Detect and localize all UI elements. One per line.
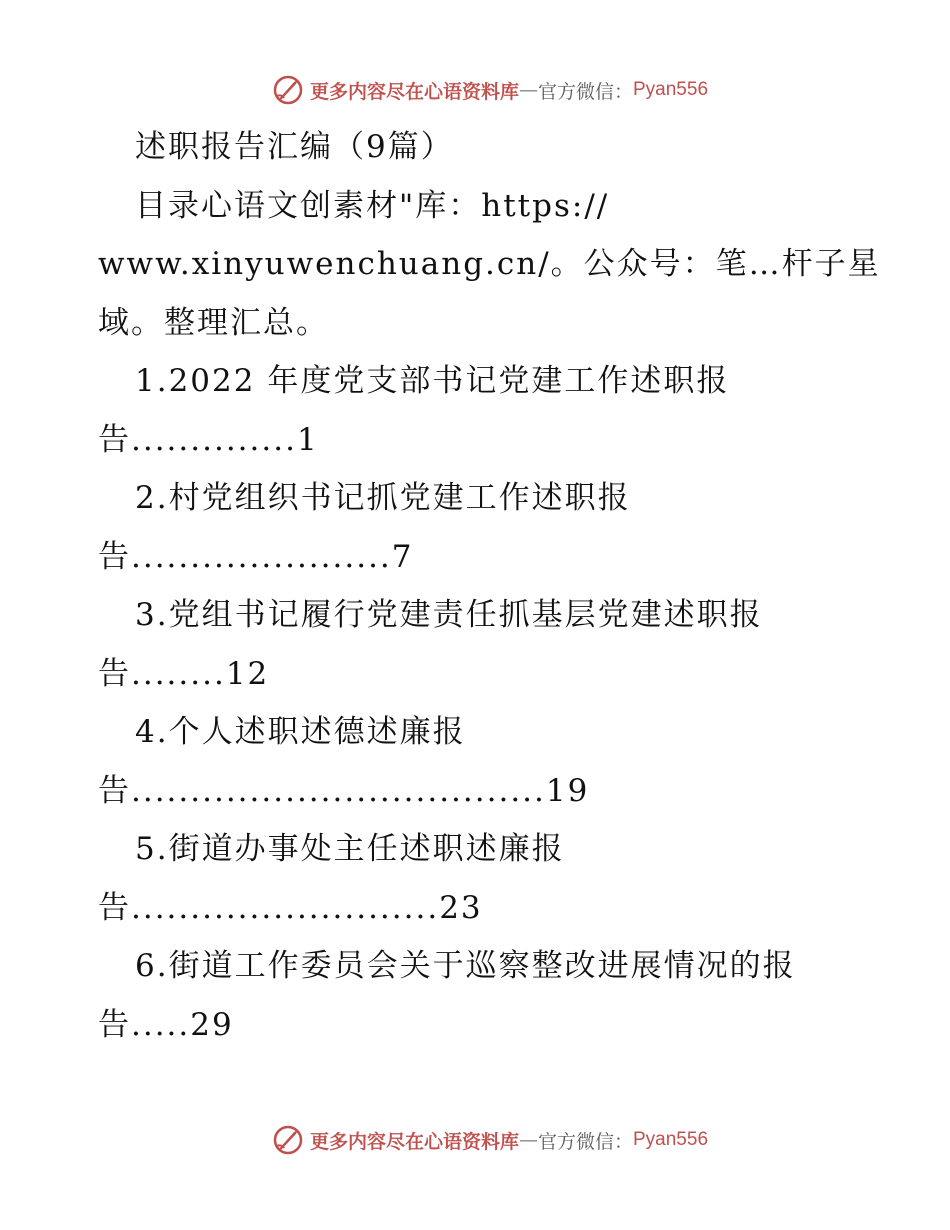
watermark-sub-text: 官方微信：	[537, 80, 633, 103]
intro-line-3: 域。整理汇总。	[98, 304, 329, 341]
watermark-wechat-id: Pyan556	[633, 79, 709, 100]
toc-item-leader: 告..............1	[98, 421, 319, 458]
watermark-dash: —	[518, 1129, 538, 1151]
toc-item-title: 3.党组书记履行党建责任抓基层党建述职报	[135, 597, 763, 633]
header-watermark	[0, 70, 950, 110]
watermark-main-text: 更多内容尽在心语资料库	[309, 1130, 519, 1153]
toc-item-leader: 告..........................23	[98, 889, 483, 926]
document-body	[98, 118, 881, 1054]
watermark-dash: —	[518, 79, 538, 101]
intro-line-2: www.xinyuwenchuang.cn/。公众号：笔…杆子星	[98, 246, 881, 282]
quill-pen-logo-icon	[272, 74, 304, 106]
toc-item-title: 2.村党组织书记抓党建工作述职报	[135, 480, 631, 516]
intro-line-1: 目录心语文创素材"库：https://	[135, 187, 610, 224]
document-title: 述职报告汇编（9篇）	[135, 129, 454, 165]
toc-item-title: 1.2022 年度党支部书记党建工作述职报	[135, 363, 730, 399]
quill-pen-logo-icon	[272, 1124, 304, 1156]
toc-item-leader: 告......................7	[98, 538, 414, 575]
watermark-sub-text: 官方微信：	[537, 1130, 633, 1153]
toc-item-title: 5.街道办事处主任述职述廉报	[135, 831, 565, 867]
watermark-main-text: 更多内容尽在心语资料库	[309, 80, 519, 103]
toc-item-leader: 告...................................19	[98, 772, 590, 809]
toc-item-title: 6.街道工作委员会关于巡察整改进展情况的报	[135, 948, 796, 984]
toc-item-title: 4.个人述职述德述廉报	[135, 714, 466, 750]
footer-watermark	[0, 1120, 950, 1160]
toc-item-leader: 告........12	[98, 655, 270, 692]
watermark-wechat-id: Pyan556	[633, 1129, 709, 1150]
toc-item-leader: 告.....29	[98, 1006, 234, 1043]
